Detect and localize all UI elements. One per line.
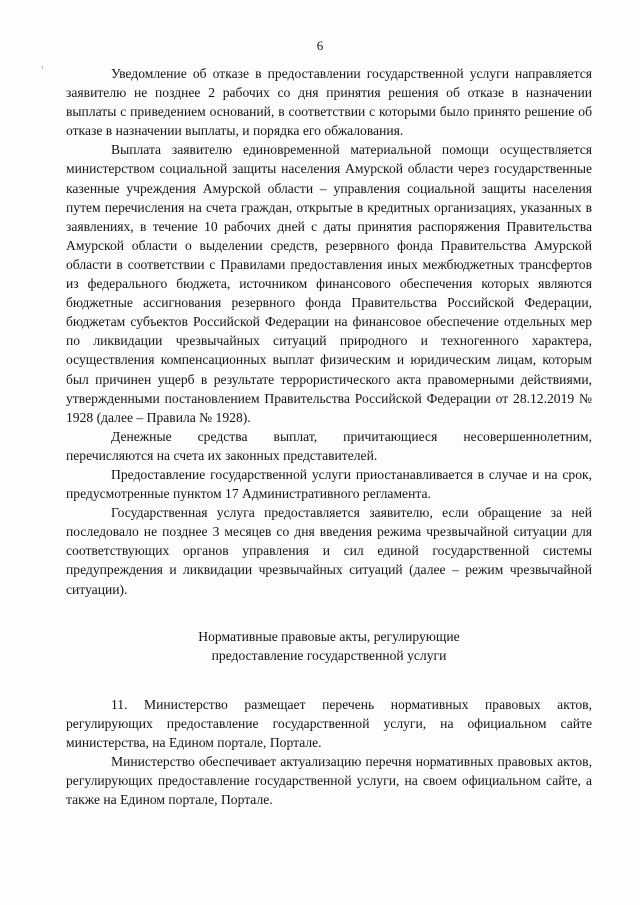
page-number: 6 [316,38,324,53]
section-heading-line-2: предоставление государственной услуги [211,647,447,663]
paragraph-minors-payment: Денежные средства выплат, причитающиеся несовершеннолетним, перечисляются на счета их законных представителей. [66,428,592,463]
paragraph-eligibility-deadline: Государственная услуга предоставляется заявителю, если обращение за ней последовало не позднее 3 месяцев со дня введения режима чрезвычайной ситуации для соответствующих органов управления и сил единой государственной системы предупреждения и ликвидации чрезвычайных ситуаций (далее – режим чрезвычайной ситуации). [66,505,592,597]
section-heading-line-1: Нормативные правовые акты, регулирующие [198,628,460,644]
paragraph-suspension: Предоставление государственной услуги приостанавливается в случае и на срок, предусмотренные пунктом 17 Административного регламента. [66,466,592,502]
section-heading [66,627,592,665]
paragraph-refusal-notice: Уведомление об отказе в предоставлении государственной услуги направляется заявителю не позднее 2 рабочих со дня принятия решения об отказе в назначении выплаты с приведением оснований, в соответствии с которыми было принято решение об отказе в назначении выплаты, и порядка его обжалования. [66,66,592,139]
document-body [66,64,592,809]
paragraph-actualization: Министерство обеспечивает актуализацию перечня нормативных правовых актов, регулирующих предоставление государственной услуги, на своем официальном сайте, а также на Едином портале, Портале. [66,754,592,808]
paragraph-11-publication: 11. Министерство размещает перечень нормативных правовых актов, регулирующих предоставление государственной услуги, на официальном сайте министерства, на Едином портале, Портале. [66,696,592,750]
paragraph-payment-procedure: Выплата заявителю единовременной материальной помощи осуществляется министерством социальной защиты населения Амурской области через государственные казенные учреждения Амурской области – управления социальной защиты населения путем перечисления на счета граждан, открытые в кредитных организациях, указанных в заявлениях, в течение 10 рабочих дней с даты принятия распоряжения Правительства Амурской области о выделении средств, резервного фонда Правительства Амурской области в соответствии с Правилами предоставления иных межбюджетных трансфертов из федерального бюджета, источником финансового обеспечения которых являются бюджетные ассигнования резервного фонда Правительства Российской Федерации, бюджетам субъектов Российской Федерации на финансовое обеспечение отдельных мер по ликвидации чрезвычайных ситуаций природного и техногенного характера, осуществления компенсационных выплат физическим и юридическим лицам, которым был причинен ущерб в результате террористического акта правомерными действиями, утвержденными постановлением Правительства Российской Федерации от 28.12.2019 № 1928 (далее – Правила № 1928). [66,142,592,425]
scan-mark [42,66,43,69]
